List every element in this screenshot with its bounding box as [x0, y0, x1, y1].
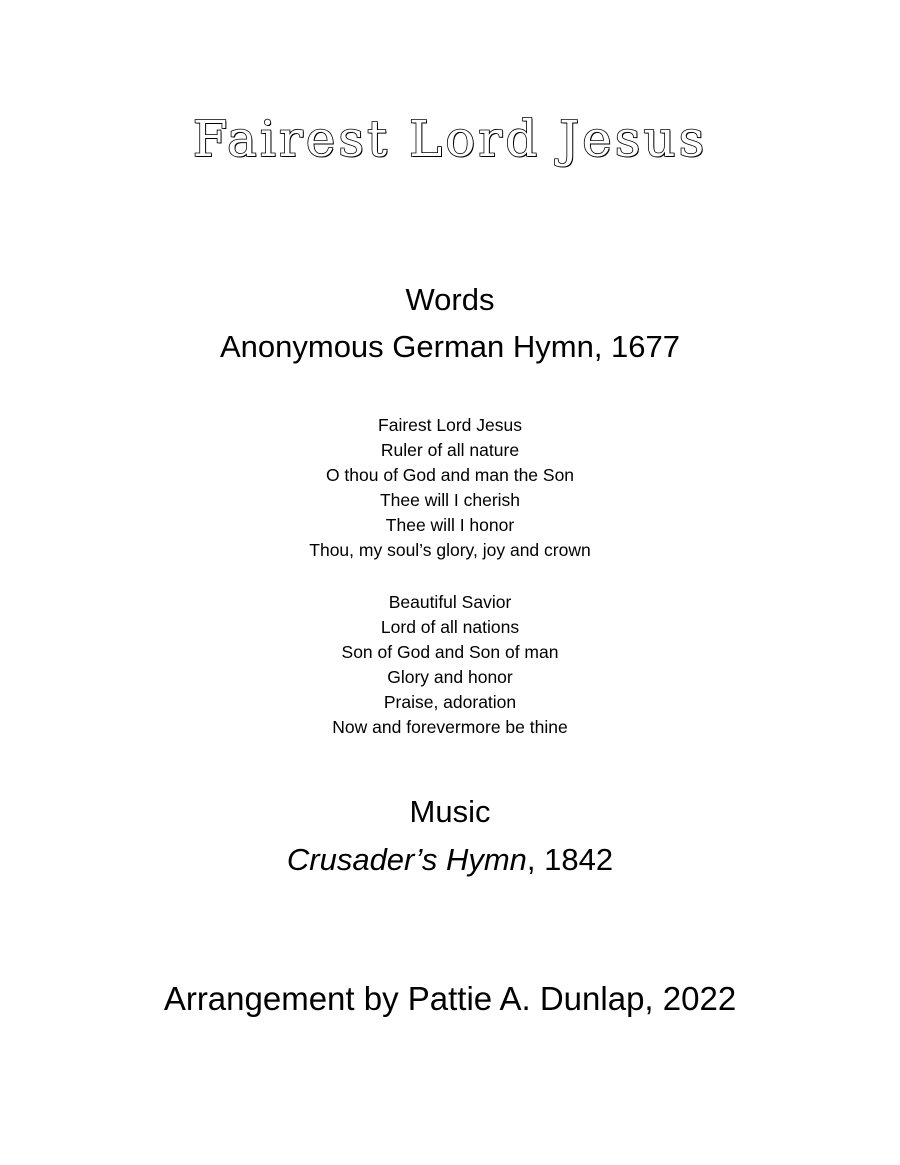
music-source	[0, 840, 900, 880]
verse-line: Beautiful Savior	[388, 592, 512, 612]
verse-line: Thee will I cherish	[379, 490, 521, 510]
verse-line: Lord of all nations	[380, 617, 520, 637]
verse-line: Thou, my soul’s glory, joy and crown	[309, 540, 591, 560]
verse-1	[0, 413, 900, 563]
arrangement-credit: Arrangement by Pattie A. Dunlap, 2022	[163, 980, 737, 1017]
hymn-title: Fairest Lord Jesus	[192, 110, 708, 168]
verse-line: Ruler of all nature	[380, 440, 520, 460]
verse-line: Fairest Lord Jesus	[378, 415, 522, 435]
words-source: Anonymous German Hymn, 1677	[219, 329, 681, 364]
tune-year: , 1842	[526, 842, 614, 877]
words-label: Words	[405, 282, 495, 317]
music-label: Music	[409, 794, 491, 829]
verse-line: Son of God and Son of man	[341, 642, 559, 662]
tune-name: Crusader’s Hymn	[286, 842, 527, 877]
verse-line: Now and forevermore be thine	[332, 717, 568, 737]
verse-line: Praise, adoration	[383, 692, 517, 712]
verse-line: O thou of God and man the Son	[325, 465, 575, 485]
verse-2	[0, 590, 900, 740]
verse-line: Thee will I honor	[385, 515, 515, 535]
verse-line: Glory and honor	[387, 667, 513, 687]
